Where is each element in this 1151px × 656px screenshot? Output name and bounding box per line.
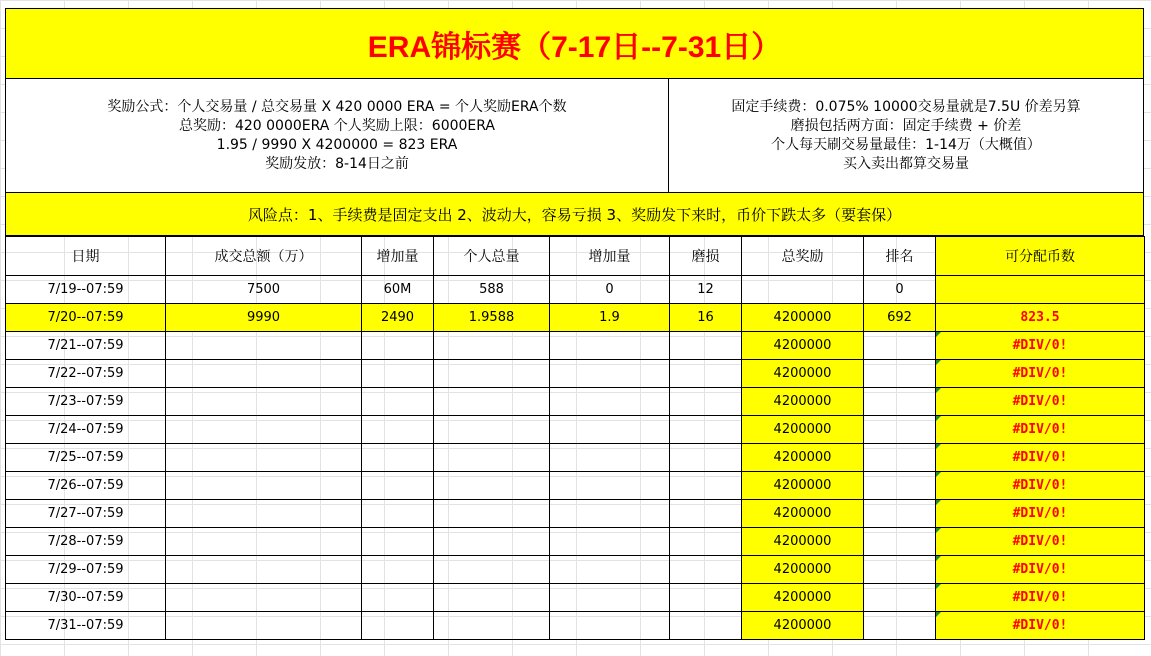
cell-rank[interactable]: [864, 388, 936, 416]
cell-total-reward[interactable]: 4200000: [742, 416, 864, 444]
cell-personal-total[interactable]: [434, 556, 550, 584]
header-cell-distributable[interactable]: 可分配币数: [936, 237, 1145, 276]
cell-total-reward[interactable]: 4200000: [742, 584, 864, 612]
daily-volume-line: 个人每天刷交易量最佳：1-14万（大概值）: [771, 136, 1041, 153]
cell-increase[interactable]: [362, 388, 434, 416]
cell-increase[interactable]: [362, 500, 434, 528]
cell-date[interactable]: 7/21--07:59: [6, 332, 166, 360]
cell-increase[interactable]: [362, 584, 434, 612]
cell-distributable[interactable]: 823.5: [936, 304, 1145, 332]
cell-date[interactable]: 7/24--07:59: [6, 416, 166, 444]
table-row: [6, 556, 1145, 584]
cell-rank[interactable]: [864, 500, 936, 528]
cell-personal-increase[interactable]: [550, 528, 670, 556]
cell-personal-total[interactable]: [434, 360, 550, 388]
cell-wear[interactable]: [670, 500, 742, 528]
error-indicator-icon: [936, 528, 941, 533]
cell-increase[interactable]: 2490: [362, 304, 434, 332]
header-cell-personal-increase[interactable]: 增加量: [550, 237, 670, 276]
cell-personal-increase[interactable]: [550, 556, 670, 584]
cell-wear[interactable]: [670, 612, 742, 640]
cell-wear[interactable]: 12: [670, 276, 742, 304]
cell-distributable[interactable]: #DIV/0!: [936, 416, 1145, 444]
cell-personal-total[interactable]: [434, 332, 550, 360]
table-row: [6, 528, 1145, 556]
cell-turnover[interactable]: [166, 584, 362, 612]
fee-notes-panel[interactable]: [669, 79, 1144, 193]
cell-total-reward[interactable]: 4200000: [742, 360, 864, 388]
cell-personal-increase[interactable]: [550, 332, 670, 360]
cell-total-reward[interactable]: 4200000: [742, 332, 864, 360]
cell-personal-increase[interactable]: [550, 584, 670, 612]
cell-rank[interactable]: 692: [864, 304, 936, 332]
cell-turnover[interactable]: [166, 332, 362, 360]
cell-personal-increase[interactable]: [550, 472, 670, 500]
cell-wear[interactable]: [670, 416, 742, 444]
cell-date[interactable]: 7/22--07:59: [6, 360, 166, 388]
error-indicator-icon: [936, 360, 941, 365]
cell-personal-total[interactable]: [434, 612, 550, 640]
cell-personal-total[interactable]: [434, 388, 550, 416]
cell-total-reward[interactable]: 4200000: [742, 444, 864, 472]
table-row: [6, 276, 1145, 304]
cell-turnover[interactable]: [166, 416, 362, 444]
cell-date[interactable]: 7/27--07:59: [6, 500, 166, 528]
data-table: [5, 236, 1145, 640]
cell-wear[interactable]: 16: [670, 304, 742, 332]
cell-date[interactable]: 7/23--07:59: [6, 388, 166, 416]
cell-rank[interactable]: [864, 612, 936, 640]
cell-distributable[interactable]: #DIV/0!: [936, 388, 1145, 416]
table-row: [6, 444, 1145, 472]
cell-turnover[interactable]: 7500: [166, 276, 362, 304]
cell-personal-increase[interactable]: [550, 388, 670, 416]
header-cell-rank[interactable]: 排名: [864, 237, 936, 276]
cell-distributable[interactable]: #DIV/0!: [936, 444, 1145, 472]
cell-personal-increase[interactable]: [550, 360, 670, 388]
table-row: [6, 584, 1145, 612]
cell-distributable[interactable]: #DIV/0!: [936, 472, 1145, 500]
cell-total-reward[interactable]: 4200000: [742, 500, 864, 528]
reward-payout-line: 奖励发放：8-14日之前: [265, 155, 409, 172]
cell-date[interactable]: 7/26--07:59: [6, 472, 166, 500]
cell-rank[interactable]: 0: [864, 276, 936, 304]
error-indicator-icon: [936, 556, 941, 561]
cell-date[interactable]: 7/20--07:59: [6, 304, 166, 332]
table-row: [6, 304, 1145, 332]
cell-turnover[interactable]: [166, 500, 362, 528]
cell-rank[interactable]: [864, 472, 936, 500]
error-indicator-icon: [936, 444, 941, 449]
cell-personal-total[interactable]: 1.9588: [434, 304, 550, 332]
cell-wear[interactable]: [670, 360, 742, 388]
cell-personal-total[interactable]: [434, 528, 550, 556]
cell-increase[interactable]: [362, 444, 434, 472]
error-indicator-icon: [936, 332, 941, 337]
cell-total-reward[interactable]: 4200000: [742, 304, 864, 332]
header-cell-turnover[interactable]: 成交总额（万）: [166, 237, 362, 276]
cell-personal-total[interactable]: 588: [434, 276, 550, 304]
error-indicator-icon: [936, 472, 941, 477]
reward-formula-line: 奖励公式：个人交易量 / 总交易量 X 420 0000 ERA = 个人奖励ERA个数: [107, 98, 567, 115]
table-row: [6, 360, 1145, 388]
cell-personal-increase[interactable]: [550, 444, 670, 472]
cell-personal-increase[interactable]: 1.9: [550, 304, 670, 332]
cell-turnover[interactable]: [166, 360, 362, 388]
header-cell-personal-total[interactable]: 个人总量: [434, 237, 550, 276]
cell-turnover[interactable]: [166, 388, 362, 416]
cell-turnover[interactable]: [166, 472, 362, 500]
cell-total-reward[interactable]: 4200000: [742, 388, 864, 416]
cell-personal-increase[interactable]: [550, 500, 670, 528]
cell-rank[interactable]: [864, 584, 936, 612]
fee-line: 固定手续费：0.075% 10000交易量就是7.5U 价差另算: [731, 98, 1081, 115]
cell-increase[interactable]: [362, 472, 434, 500]
cell-wear[interactable]: [670, 584, 742, 612]
table-row: [6, 500, 1145, 528]
cell-distributable[interactable]: #DIV/0!: [936, 500, 1145, 528]
cell-total-reward[interactable]: [742, 276, 864, 304]
table-row: [6, 388, 1145, 416]
error-indicator-icon: [936, 612, 941, 617]
cell-increase[interactable]: [362, 416, 434, 444]
header-cell-wear[interactable]: 磨损: [670, 237, 742, 276]
cell-rank[interactable]: [864, 360, 936, 388]
cell-date[interactable]: 7/25--07:59: [6, 444, 166, 472]
cell-distributable[interactable]: #DIV/0!: [936, 584, 1145, 612]
cell-wear[interactable]: [670, 556, 742, 584]
wear-line: 磨损包括两方面：固定手续费 + 价差: [790, 117, 1022, 134]
cell-personal-total[interactable]: [434, 472, 550, 500]
sheet-title-text: ERA锦标赛（7-17日--7-31日）: [367, 30, 782, 64]
header-cell-date[interactable]: 日期: [6, 237, 166, 276]
error-indicator-icon: [936, 416, 941, 421]
error-indicator-icon: [936, 584, 941, 589]
cell-date[interactable]: 7/29--07:59: [6, 556, 166, 584]
cell-increase[interactable]: 60M: [362, 276, 434, 304]
cell-distributable[interactable]: [936, 276, 1145, 304]
cell-increase[interactable]: [362, 612, 434, 640]
cell-personal-total[interactable]: [434, 444, 550, 472]
cell-rank[interactable]: [864, 528, 936, 556]
cell-increase[interactable]: [362, 360, 434, 388]
cell-date[interactable]: 7/19--07:59: [6, 276, 166, 304]
cell-personal-total[interactable]: [434, 500, 550, 528]
cell-date[interactable]: 7/31--07:59: [6, 612, 166, 640]
cell-date[interactable]: 7/28--07:59: [6, 528, 166, 556]
table-row: [6, 472, 1145, 500]
cell-wear[interactable]: [670, 444, 742, 472]
cell-total-reward[interactable]: 4200000: [742, 472, 864, 500]
cell-wear[interactable]: [670, 472, 742, 500]
table-row: [6, 332, 1145, 360]
cell-rank[interactable]: [864, 556, 936, 584]
cell-turnover[interactable]: [166, 444, 362, 472]
risk-banner[interactable]: [5, 193, 1144, 236]
total-reward-line: 总奖励：420 0000ERA 个人奖励上限：6000ERA: [178, 117, 496, 134]
header-cell-increase[interactable]: 增加量: [362, 237, 434, 276]
cell-increase[interactable]: [362, 332, 434, 360]
error-indicator-icon: [936, 500, 941, 505]
cell-turnover[interactable]: 9990: [166, 304, 362, 332]
table-row: [6, 612, 1145, 640]
cell-turnover[interactable]: [166, 528, 362, 556]
cell-date[interactable]: 7/30--07:59: [6, 584, 166, 612]
cell-personal-increase[interactable]: [550, 416, 670, 444]
reward-example-line: 1.95 / 9990 X 4200000 = 823 ERA: [216, 136, 458, 153]
cell-wear[interactable]: [670, 528, 742, 556]
cell-distributable[interactable]: #DIV/0!: [936, 528, 1145, 556]
cell-distributable[interactable]: #DIV/0!: [936, 556, 1145, 584]
cell-increase[interactable]: [362, 528, 434, 556]
cell-personal-total[interactable]: [434, 584, 550, 612]
buy-sell-line: 买入卖出都算交易量: [843, 155, 969, 172]
error-indicator-icon: [936, 388, 941, 393]
cell-rank[interactable]: [864, 332, 936, 360]
cell-distributable[interactable]: #DIV/0!: [936, 332, 1145, 360]
risk-text: 风险点：1、手续费是固定支出 2、波动大，容易亏损 3、奖励发下来时，币价下跌太多（要套保）: [247, 205, 902, 224]
cell-wear[interactable]: [670, 332, 742, 360]
reward-formula-panel[interactable]: [5, 79, 669, 193]
cell-total-reward[interactable]: 4200000: [742, 612, 864, 640]
sheet-title[interactable]: [5, 8, 1144, 79]
cell-rank[interactable]: [864, 444, 936, 472]
cell-rank[interactable]: [864, 416, 936, 444]
cell-distributable[interactable]: #DIV/0!: [936, 612, 1145, 640]
cell-increase[interactable]: [362, 556, 434, 584]
cell-personal-increase[interactable]: 0: [550, 276, 670, 304]
header-cell-total-reward[interactable]: 总奖励: [742, 237, 864, 276]
cell-turnover[interactable]: [166, 612, 362, 640]
cell-wear[interactable]: [670, 388, 742, 416]
cell-distributable[interactable]: #DIV/0!: [936, 360, 1145, 388]
table-row: [6, 416, 1145, 444]
cell-total-reward[interactable]: 4200000: [742, 528, 864, 556]
cell-total-reward[interactable]: 4200000: [742, 556, 864, 584]
table-header-row: [6, 237, 1145, 276]
cell-turnover[interactable]: [166, 556, 362, 584]
cell-personal-increase[interactable]: [550, 612, 670, 640]
cell-personal-total[interactable]: [434, 416, 550, 444]
